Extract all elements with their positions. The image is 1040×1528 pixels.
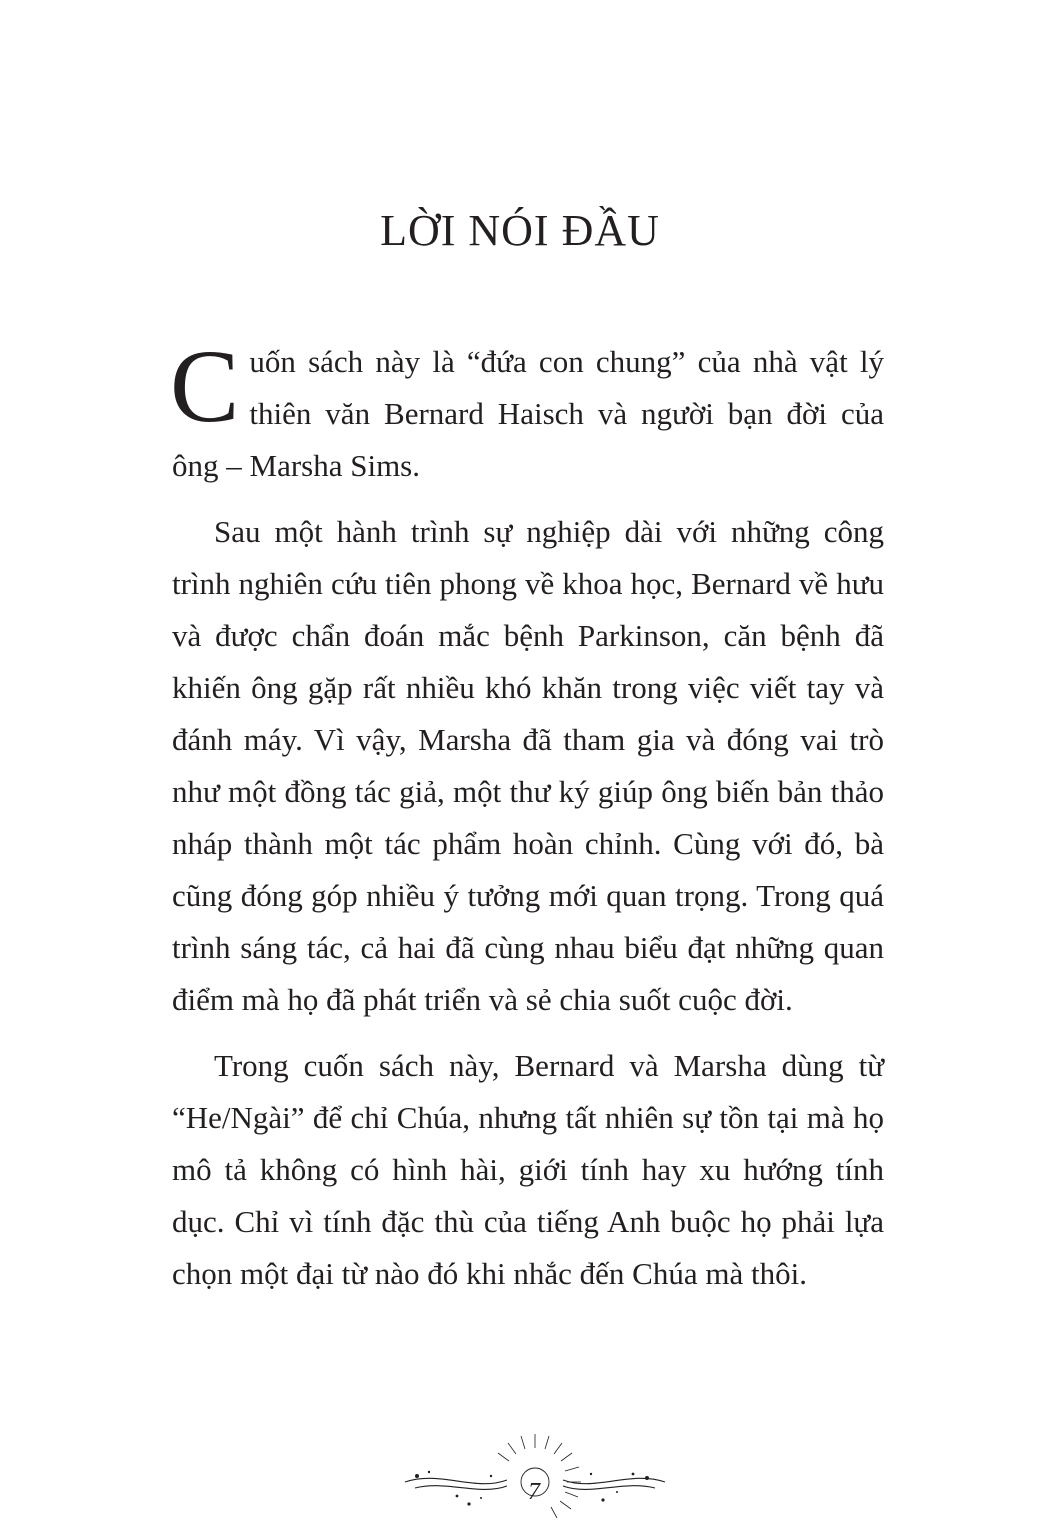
paragraph-1-text: uốn sách này là “đứa con chung” của nhà vật lý thiên văn Bernard Haisch và người bạn đời của ông – Marsha Sims. [172, 344, 884, 483]
body-text [170, 329, 884, 1300]
drop-cap: C [170, 329, 240, 444]
moon-ornament-icon [395, 1430, 675, 1520]
page-number: 7 [528, 1479, 540, 1505]
paragraph-1 [170, 329, 884, 492]
page-title: LỜI NÓI ĐẦU [380, 206, 660, 255]
paragraph-2: Sau một hành trình sự nghiệp dài với những công trình nghiên cứu tiên phong về khoa học, Bernard về hưu và được chẩn đoán mắc bệnh Parkinson, căn bệnh đã khiến ông gặp rất nhiều khó khăn trong việc viết tay và đánh máy. Vì vậy, Marsha đã tham gia và đóng vai trò như một đồng tác giả, một thư ký giúp ông biến bản thảo nháp thành một tác phẩm hoàn chỉnh. Cùng với đó, bà cũng đóng góp nhiều ý tưởng mới quan trọng. Trong quá trình sáng tác, cả hai đã cùng nhau biểu đạt những quan điểm mà họ đã phát triển và sẻ chia suốt cuộc đời. [172, 514, 884, 1017]
paragraph-3: Trong cuốn sách này, Bernard và Marsha dùng từ “He/Ngài” để chỉ Chúa, nhưng tất nhiên sự tồn tại mà họ mô tả không có hình hài, giới tính hay xu hướng tính dục. Chỉ vì tính đặc thù của tiếng Anh buộc họ phải lựa chọn một đại từ nào đó khi nhắc đến Chúa mà thôi. [172, 1048, 884, 1291]
